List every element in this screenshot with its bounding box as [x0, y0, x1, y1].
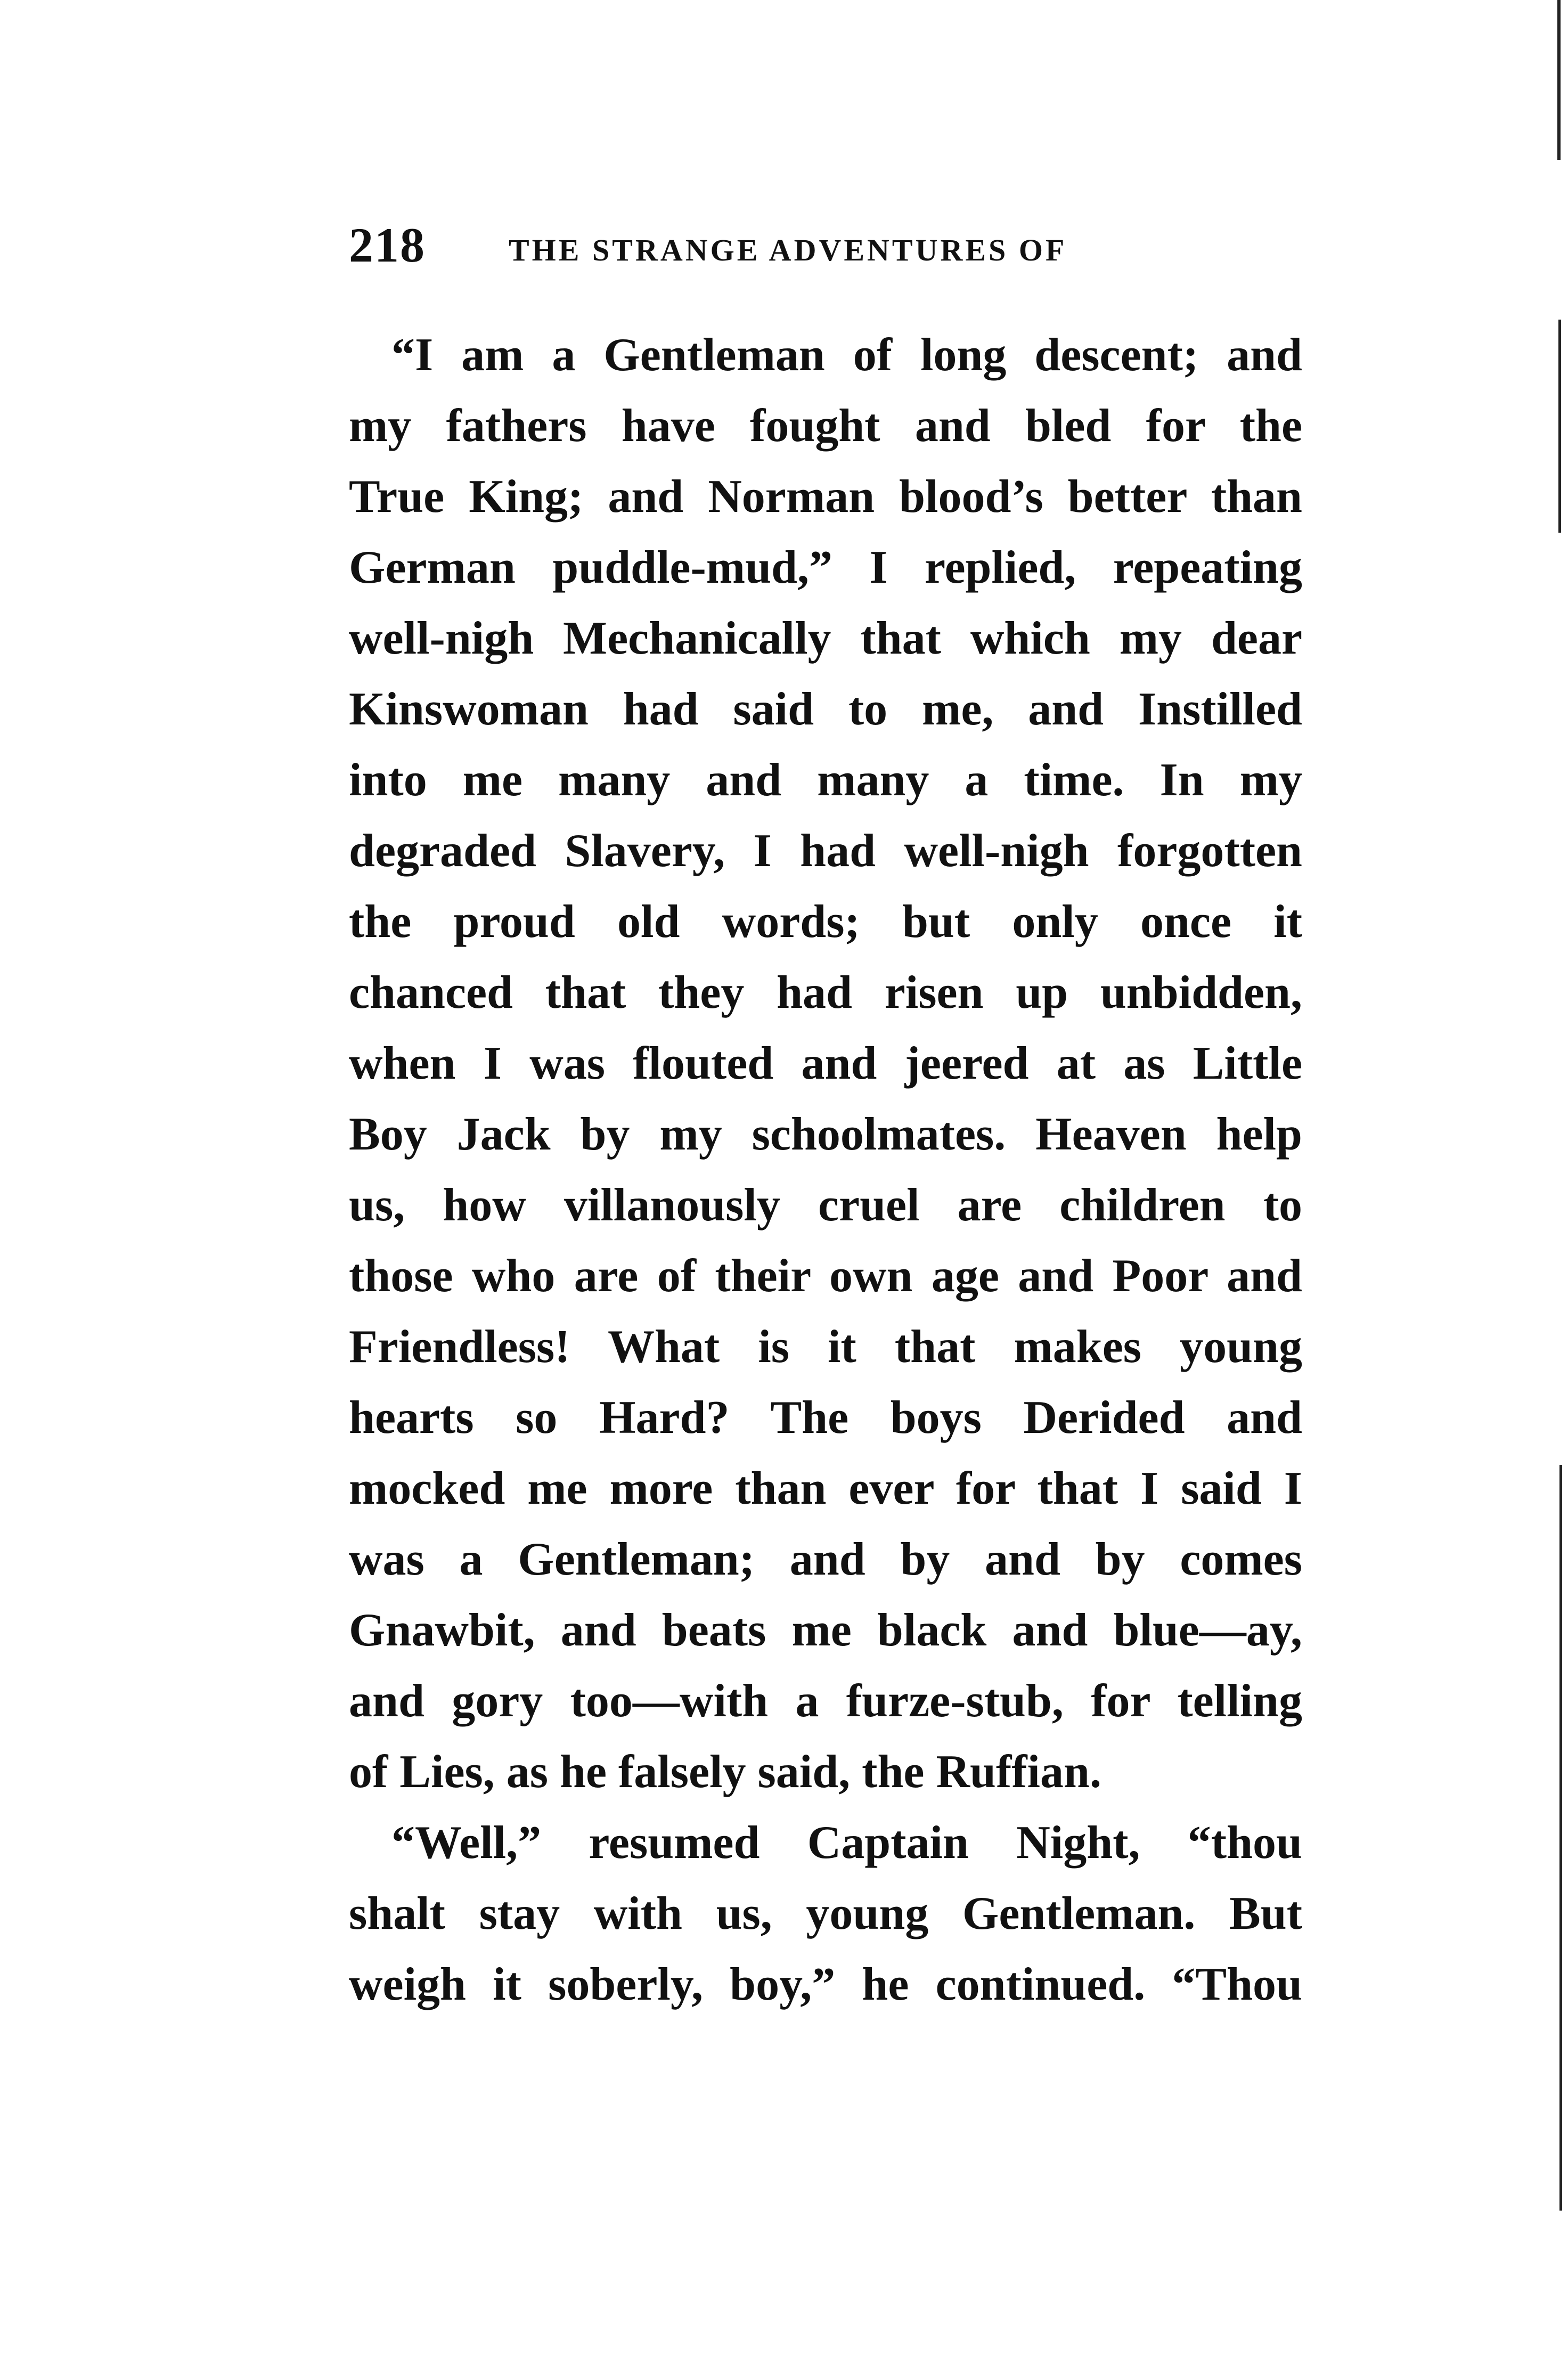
page-edge-mark	[1559, 1465, 1562, 2211]
text-line: and gory too—with a furze-stub, for telling	[349, 1675, 1302, 1727]
text-line: Gnawbit, and beats me black and blue—ay,	[349, 1604, 1302, 1656]
text-line: us, how villanously cruel are children to	[349, 1179, 1302, 1231]
text-line: hearts so Hard? The boys Derided and	[349, 1392, 1302, 1444]
text-line: “Well,” resumed Captain Night, “thou	[391, 1817, 1302, 1869]
page-number: 218	[349, 218, 426, 272]
text-line: German puddle-mud,” I replied, repeating	[349, 542, 1302, 593]
text-line: shalt stay with us, young Gentleman. But	[349, 1888, 1302, 1939]
page-header	[349, 213, 1302, 277]
page-edge-mark	[1557, 0, 1561, 160]
text-line: of Lies, as he falsely said, the Ruffian.	[349, 1746, 1101, 1798]
text-line: chanced that they had risen up unbidden,	[349, 967, 1302, 1018]
page-edge-mark	[1558, 320, 1561, 533]
text-line: mocked me more than ever for that I said I	[349, 1463, 1302, 1514]
text-line: those who are of their own age and Poor and	[349, 1250, 1302, 1302]
text-line: Kinswoman had said to me, and Instilled	[349, 683, 1302, 735]
text-line: Boy Jack by my schoolmates. Heaven help	[349, 1108, 1302, 1160]
text-line: was a Gentleman; and by and by comes	[349, 1534, 1302, 1585]
text-line: my fathers have fought and bled for the	[349, 400, 1302, 452]
text-line: Friendless! What is it that makes young	[349, 1321, 1302, 1373]
text-line: into me many and many a time. In my	[349, 754, 1302, 806]
body-text	[349, 320, 1302, 2020]
text-line: well-nigh Mechanically that which my dear	[349, 613, 1302, 664]
running-title: THE STRANGE ADVENTURES OF	[509, 233, 1067, 267]
text-line: degraded Slavery, I had well-nigh forgotten	[349, 825, 1302, 877]
text-line: the proud old words; but only once it	[349, 896, 1302, 948]
text-line: True King; and Norman blood’s better than	[349, 471, 1302, 523]
text-line: weigh it soberly, boy,” he continued. “Thou	[349, 1959, 1302, 2010]
text-line: when I was flouted and jeered at as Little	[349, 1038, 1302, 1089]
text-line: “I am a Gentleman of long descent; and	[391, 329, 1302, 381]
